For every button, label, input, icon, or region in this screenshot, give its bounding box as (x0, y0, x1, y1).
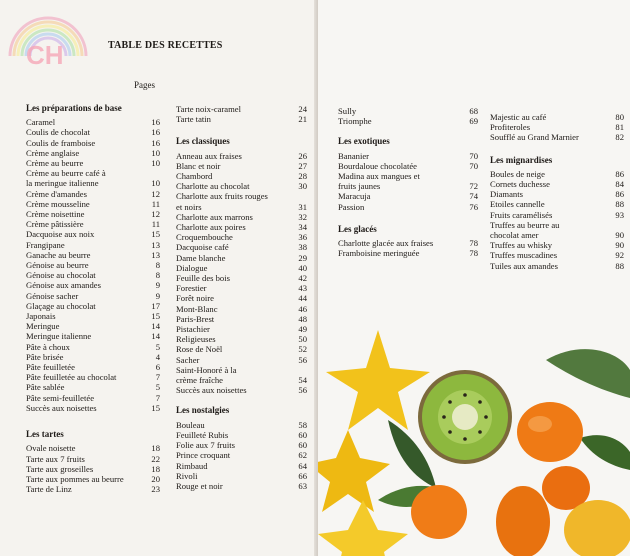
recipe-name: Framboisine meringuée (338, 248, 420, 259)
page-number: 62 (298, 450, 307, 461)
page-number: 17 (151, 300, 160, 311)
toc-entry (176, 430, 307, 440)
right-page (318, 0, 630, 556)
page-number: 12 (151, 188, 160, 199)
toc-section (490, 112, 624, 143)
toc-entry (26, 209, 160, 219)
toc-entry (176, 171, 307, 181)
recipe-name: Caramel (26, 117, 56, 128)
section-heading: Les glacés (338, 223, 377, 234)
toc-entry (338, 202, 478, 212)
page-number: 54 (298, 375, 307, 386)
page-number: 15 (151, 402, 160, 413)
site-logo (4, 4, 104, 68)
toc-entry (176, 420, 307, 430)
recipe-name: Dacquoise aux noix (26, 229, 95, 240)
page-number: 88 (615, 199, 624, 210)
recipe-name: Pâte brisée (26, 351, 64, 362)
page-number: 43 (298, 283, 307, 294)
toc-entry (26, 280, 160, 290)
recipe-name: Génoise au beurre (26, 260, 89, 271)
recipe-name: Rouge et noir (176, 480, 223, 491)
section-heading: Les classiques (176, 136, 230, 147)
recipe-name: Génoise sacher (26, 290, 79, 301)
toc-entry (338, 248, 478, 258)
recipe-name: Feuilleté Rubis (176, 429, 229, 440)
toc-entry (490, 122, 624, 132)
page-number: 15 (151, 311, 160, 322)
toc-section (338, 106, 478, 126)
page-number: 31 (298, 201, 307, 212)
page-number: 88 (615, 260, 624, 271)
recipe-name: Tarte noix-caramel (176, 104, 242, 114)
recipe-name: Majestic au café (490, 112, 547, 122)
toc-entry (26, 403, 160, 413)
page-number: 20 (151, 473, 160, 484)
page-number: 76 (469, 201, 478, 212)
toc-entry (338, 161, 478, 171)
page-number: 50 (298, 334, 307, 345)
logo-text: CH (26, 40, 64, 68)
recipe-name: Crème noisettine (26, 209, 85, 220)
recipe-name: Coulis de chocolat (26, 127, 90, 138)
toc-column-4 (490, 112, 624, 271)
recipe-name: Charlotte aux marrons (176, 211, 253, 222)
recipe-name: Prince croquant (176, 450, 231, 461)
toc-entry (176, 104, 307, 114)
toc-entry (176, 263, 307, 273)
recipe-name: Forêt noire (176, 293, 214, 304)
page-number: 4 (155, 351, 160, 362)
toc-entry (26, 138, 160, 148)
recipe-name: Etoiles cannelle (490, 199, 545, 210)
recipe-name: Tarte tatin (176, 114, 211, 125)
toc-entry (26, 229, 160, 239)
recipe-name: Crème mousseline (26, 198, 90, 209)
recipe-name: Pâte feuilletée au chocolat (26, 372, 117, 383)
toc-entry (176, 161, 307, 171)
kumquat-icon (496, 486, 550, 556)
toc-entry (26, 127, 160, 137)
page-title: TABLE DES RECETTES (108, 40, 223, 51)
page-number: 10 (151, 147, 160, 158)
recipe-name: Dialogue (176, 262, 208, 273)
toc-entry (26, 484, 160, 494)
toc-section (338, 224, 478, 259)
recipe-name: Croquembouche (176, 232, 233, 243)
toc-entry (176, 334, 307, 344)
toc-entry (490, 220, 624, 240)
toc-entry (26, 219, 160, 229)
page-number: 80 (615, 112, 624, 122)
page-number: 86 (615, 168, 624, 179)
page-number: 26 (298, 150, 307, 161)
toc-section (490, 155, 624, 271)
page-number: 27 (298, 160, 307, 171)
page-number: 84 (615, 179, 624, 190)
toc-entry (176, 283, 307, 293)
page-number: 66 (298, 470, 307, 481)
page-number: 69 (469, 116, 478, 127)
toc-entry (338, 191, 478, 201)
toc-entry (26, 117, 160, 127)
toc-entry (26, 331, 160, 341)
page-number: 18 (151, 463, 160, 474)
recipe-name: Bourdaloue chocolatée (338, 160, 417, 171)
toc-entry (176, 314, 307, 324)
starfruit-icon (318, 500, 408, 556)
page-number: 14 (151, 331, 160, 342)
toc-entry (176, 114, 307, 124)
recipe-name: Tuiles aux amandes (490, 260, 558, 271)
recipe-name: Génoise au chocolat (26, 270, 96, 281)
toc-entry (176, 461, 307, 471)
recipe-name: Profiteroles (490, 122, 531, 133)
page-number: 74 (469, 191, 478, 202)
recipe-name: Frangipane (26, 239, 65, 250)
toc-entry (26, 372, 160, 382)
toc-entry (26, 321, 160, 331)
toc-section (338, 136, 478, 211)
recipe-name: Truffes au beurre au chocolat amer (490, 219, 560, 241)
recipe-name: Charlotte aux fruits rouges et noirs (176, 191, 268, 212)
page-number: 86 (615, 189, 624, 200)
recipe-name: Tarte aux groseilles (26, 463, 94, 474)
page-number: 8 (155, 270, 160, 281)
recipe-name: Ganache au beurre (26, 249, 91, 260)
recipe-name: Cornets duchesse (490, 179, 550, 190)
page-number: 78 (469, 238, 478, 249)
toc-entry (176, 273, 307, 283)
page-number: 36 (298, 232, 307, 243)
toc-entry (176, 344, 307, 354)
recipe-name: Succès aux noisettes (26, 402, 97, 413)
page-number: 8 (155, 260, 160, 271)
page-number: 28 (298, 171, 307, 182)
page-number: 34 (298, 222, 307, 233)
toc-entry (176, 481, 307, 491)
toc-entry (176, 365, 307, 385)
page-number: 22 (151, 453, 160, 464)
toc-entry (490, 250, 624, 260)
page-number: 42 (298, 273, 307, 284)
toc-entry (26, 474, 160, 484)
page-number: 92 (615, 250, 624, 261)
toc-entry (26, 393, 160, 403)
page-number: 56 (298, 385, 307, 396)
recipe-name: Japonais (26, 311, 56, 322)
recipe-name: Glaçage au chocolat (26, 300, 96, 311)
page-number: 21 (298, 114, 307, 125)
toc-entry (490, 169, 624, 179)
page-number: 82 (615, 132, 624, 143)
recipe-name: Charlotte au chocolat (176, 181, 250, 192)
toc-entry (26, 250, 160, 260)
recipe-name: Soufflé au Grand Marnier (490, 132, 579, 143)
toc-entry (176, 222, 307, 232)
page-number: 11 (151, 219, 160, 230)
toc-entry (338, 171, 478, 191)
recipe-name: Rivoli (176, 470, 198, 481)
recipe-name: Pâte sablée (26, 382, 65, 393)
recipe-name: Bananier (338, 150, 370, 161)
page-number: 90 (615, 240, 624, 251)
toc-entry (26, 240, 160, 250)
page-number: 58 (298, 419, 307, 430)
fruit-illustration (318, 0, 630, 556)
toc-entry (176, 324, 307, 334)
toc-entry (490, 240, 624, 250)
page-number: 6 (155, 362, 160, 373)
section-heading: Les préparations de base (26, 103, 122, 113)
recipe-name: Sully (338, 106, 357, 116)
kumquat-icon (411, 485, 467, 539)
toc-entry (338, 116, 478, 126)
toc-entry (176, 181, 307, 191)
page-number: 70 (469, 150, 478, 161)
recipe-name: Pâte feuilletée (26, 362, 75, 373)
page-number: 48 (298, 313, 307, 324)
recipe-name: Feuille des bois (176, 273, 230, 284)
page-number: 7 (155, 372, 160, 383)
recipe-name: Pâte à choux (26, 341, 70, 352)
toc-entry (176, 471, 307, 481)
recipe-name: Fruits caramélisés (490, 209, 553, 220)
page-number: 12 (151, 209, 160, 220)
toc-entry (26, 464, 160, 474)
toc-entry (176, 355, 307, 365)
recipe-name: Paris-Brest (176, 313, 215, 324)
page-number: 30 (298, 181, 307, 192)
toc-entry (490, 261, 624, 271)
recipe-name: Diamants (490, 189, 523, 200)
page-number: 38 (298, 242, 307, 253)
recipe-name: Rose de Noël (176, 344, 223, 355)
page-number: 16 (151, 137, 160, 148)
page-number: 10 (151, 158, 160, 169)
recipe-name: Anneau aux fraises (176, 150, 242, 161)
toc-entry (26, 199, 160, 209)
recipe-name: Coulis de framboise (26, 137, 96, 148)
recipe-name: Triomphe (338, 116, 372, 127)
recipe-name: Crème anglaise (26, 147, 80, 158)
recipe-name: Passion (338, 201, 365, 212)
page-number: 14 (151, 321, 160, 332)
recipe-name: Saint-Honoré à la crème fraîche (176, 364, 237, 386)
page-number: 32 (298, 211, 307, 222)
page-number: 60 (298, 440, 307, 451)
recipe-name: Crème au beurre café à la meringue italienne (26, 168, 106, 189)
recipe-name: Bouleau (176, 419, 205, 430)
recipe-name: Folie aux 7 fruits (176, 440, 235, 451)
toc-entry (26, 168, 160, 188)
page-number: 44 (298, 293, 307, 304)
recipe-name: Forestier (176, 283, 207, 294)
page-number: 78 (469, 248, 478, 259)
page-number: 46 (298, 303, 307, 314)
kumquat-icon (517, 402, 583, 462)
recipe-name: Boules de neige (490, 168, 545, 179)
toc-entry (26, 342, 160, 352)
page-number: 64 (298, 460, 307, 471)
page-number: 16 (151, 117, 160, 128)
page-number: 9 (155, 280, 160, 291)
toc-entry (176, 253, 307, 263)
toc-column-2 (176, 104, 307, 491)
toc-entry (26, 382, 160, 392)
toc-entry (176, 151, 307, 161)
toc-entry (176, 191, 307, 211)
recipe-name: Maracuja (338, 191, 371, 202)
toc-entry (176, 293, 307, 303)
page-number: 15 (151, 229, 160, 240)
recipe-name: Génoise aux amandes (26, 280, 101, 291)
toc-entry (490, 210, 624, 220)
page-number: 90 (615, 230, 624, 241)
page-number: 10 (151, 178, 160, 189)
page-number: 60 (298, 429, 307, 440)
toc-entry (26, 443, 160, 453)
page-number: 16 (151, 127, 160, 138)
toc-entry (26, 148, 160, 158)
toc-entry (26, 454, 160, 464)
page-number: 49 (298, 324, 307, 335)
toc-entry (176, 232, 307, 242)
toc-entry (26, 189, 160, 199)
page-number: 72 (469, 181, 478, 192)
page-number: 63 (298, 480, 307, 491)
kiwi-icon (418, 370, 512, 464)
section-heading: Les nostalgies (176, 405, 230, 416)
page-number: 23 (151, 484, 160, 495)
recipe-name: Charlotte aux poires (176, 222, 246, 233)
page-number: 13 (151, 249, 160, 260)
toc-entry (26, 291, 160, 301)
recipe-name: Mont-Blanc (176, 303, 218, 314)
starfruit-icon (326, 330, 430, 430)
recipe-name: Religieuses (176, 334, 216, 345)
toc-entry (26, 362, 160, 372)
page-number: 52 (298, 344, 307, 355)
toc-entry (338, 151, 478, 161)
toc-entry (26, 311, 160, 321)
toc-column-3 (338, 106, 478, 258)
recipe-name: Crème pâtissière (26, 219, 84, 230)
toc-entry (176, 242, 307, 252)
recipe-name: Rimbaud (176, 460, 208, 471)
toc-entry (26, 260, 160, 270)
recipe-name: Sacher (176, 354, 200, 365)
page-number: 24 (298, 104, 307, 114)
pages-label: Pages (134, 80, 155, 90)
page-number: 11 (151, 198, 160, 209)
page-number: 5 (155, 382, 160, 393)
recipe-name: Dacquoise café (176, 242, 229, 253)
toc-entry (26, 270, 160, 280)
recipe-name: Succès aux noisettes (176, 385, 247, 396)
toc-section (26, 429, 160, 494)
recipe-name: Crème d'amandes (26, 188, 87, 199)
recipe-name: Pistachier (176, 324, 210, 335)
page-number: 81 (615, 122, 624, 133)
toc-section (176, 104, 307, 124)
toc-entry (26, 352, 160, 362)
recipe-name: Tarte aux pommes au beurre (26, 473, 124, 484)
recipe-name: Ovale noisette (26, 443, 76, 454)
recipe-name: Chambord (176, 171, 213, 182)
page-number: 9 (155, 290, 160, 301)
toc-entry (490, 112, 624, 122)
toc-entry (176, 385, 307, 395)
toc-entry (176, 212, 307, 222)
page-number: 93 (615, 209, 624, 220)
section-heading: Les tartes (26, 429, 64, 440)
recipe-name: Crème au beurre (26, 158, 84, 169)
section-heading: Les mignardises (490, 154, 553, 165)
recipe-name: Truffes au whisky (490, 240, 553, 251)
page-number: 68 (469, 106, 478, 116)
toc-entry (176, 304, 307, 314)
toc-entry (490, 189, 624, 199)
recipe-name: Tarte de Linz (26, 484, 72, 495)
recipe-name: Charlotte glacée aux fraises (338, 238, 434, 249)
toc-entry (176, 450, 307, 460)
recipe-name: Madina aux mangues et fruits jaunes (338, 171, 420, 192)
leaf-icon (580, 435, 630, 470)
toc-entry (338, 106, 478, 116)
page-number: 5 (155, 341, 160, 352)
recipe-name: Truffes muscadines (490, 250, 558, 261)
toc-entry (176, 440, 307, 450)
toc-entry (26, 301, 160, 311)
toc-section (176, 405, 307, 491)
toc-entry (490, 179, 624, 189)
leaf-icon (546, 349, 630, 398)
recipe-name: Meringue italienne (26, 331, 92, 342)
toc-section (26, 103, 160, 413)
page-number: 70 (469, 160, 478, 171)
recipe-name: Pâte semi-feuilletée (26, 392, 95, 403)
page-number: 18 (151, 443, 160, 454)
toc-section (176, 136, 307, 395)
toc-entry (26, 158, 160, 168)
page-number: 29 (298, 252, 307, 263)
page-number: 40 (298, 262, 307, 273)
recipe-name: Meringue (26, 321, 60, 332)
toc-entry (338, 238, 478, 248)
section-heading: Les exotiques (338, 136, 390, 147)
recipe-name: Tarte aux 7 fruits (26, 453, 85, 464)
toc-entry (490, 199, 624, 209)
page-number: 7 (155, 392, 160, 403)
recipe-name: Dame blanche (176, 252, 226, 263)
toc-entry (490, 132, 624, 142)
toc-column-1 (26, 103, 160, 494)
recipe-name: Blanc et noir (176, 160, 221, 171)
page-number: 56 (298, 354, 307, 365)
page-number: 13 (151, 239, 160, 250)
